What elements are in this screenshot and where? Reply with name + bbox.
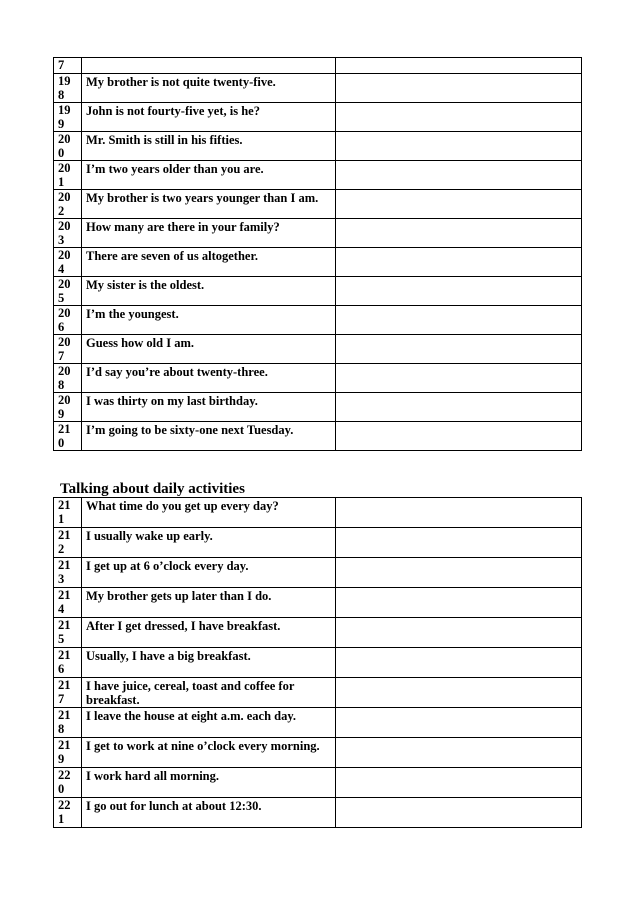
row-number-line1: 20 bbox=[58, 393, 71, 407]
translation-cell[interactable] bbox=[336, 422, 582, 451]
phrase-cell: My brother gets up later than I do. bbox=[82, 588, 336, 618]
phrase-cell: I’m going to be sixty-one next Tuesday. bbox=[82, 422, 336, 451]
row-number-line2: 9 bbox=[58, 407, 65, 421]
row-number-line1: 21 bbox=[58, 738, 71, 752]
table-row bbox=[54, 58, 582, 74]
row-number bbox=[54, 306, 82, 335]
row-number bbox=[54, 277, 82, 306]
table-row bbox=[54, 798, 582, 828]
row-number bbox=[54, 74, 82, 103]
row-number-line1: 21 bbox=[58, 678, 71, 692]
row-number-line2: 9 bbox=[58, 117, 65, 131]
phrase-table-daily-activities bbox=[53, 497, 582, 828]
row-number-line1: 21 bbox=[58, 648, 71, 662]
phrase-cell: I’m the youngest. bbox=[82, 306, 336, 335]
phrase-cell: My brother is two years younger than I am. bbox=[82, 190, 336, 219]
row-number-line2: 9 bbox=[58, 752, 65, 766]
row-number-line1: 21 bbox=[58, 588, 71, 602]
row-number-line2: 0 bbox=[58, 146, 65, 160]
row-number-line2: 2 bbox=[58, 204, 65, 218]
row-number-line2: 6 bbox=[58, 662, 65, 676]
phrase-cell: After I get dressed, I have breakfast. bbox=[82, 618, 336, 648]
row-number-line2: 7 bbox=[58, 692, 65, 706]
table-row bbox=[54, 393, 582, 422]
row-number-line2: 0 bbox=[58, 782, 65, 796]
row-number bbox=[54, 498, 82, 528]
row-number-line2: 8 bbox=[58, 378, 65, 392]
row-number-line1: 21 bbox=[58, 558, 71, 572]
phrase-cell: There are seven of us altogether. bbox=[82, 248, 336, 277]
table-row bbox=[54, 618, 582, 648]
table-row bbox=[54, 132, 582, 161]
translation-cell[interactable] bbox=[336, 738, 582, 768]
table-row bbox=[54, 558, 582, 588]
row-number bbox=[54, 393, 82, 422]
row-number-line1: 21 bbox=[58, 618, 71, 632]
row-number bbox=[54, 708, 82, 738]
row-number-line1: 20 bbox=[58, 190, 71, 204]
row-number bbox=[54, 190, 82, 219]
row-number-line1: 20 bbox=[58, 219, 71, 233]
translation-cell[interactable] bbox=[336, 648, 582, 678]
phrase-cell: Usually, I have a big breakfast. bbox=[82, 648, 336, 678]
translation-cell[interactable] bbox=[336, 588, 582, 618]
row-number-line2: 4 bbox=[58, 262, 65, 276]
translation-cell[interactable] bbox=[336, 132, 582, 161]
row-number-line1: 20 bbox=[58, 161, 71, 175]
row-number bbox=[54, 558, 82, 588]
row-number-line1: 19 bbox=[58, 103, 71, 117]
table-row bbox=[54, 74, 582, 103]
translation-cell[interactable] bbox=[336, 335, 582, 364]
section-heading: Talking about daily activities bbox=[60, 481, 245, 497]
translation-cell[interactable] bbox=[336, 618, 582, 648]
translation-cell[interactable] bbox=[336, 306, 582, 335]
translation-cell[interactable] bbox=[336, 277, 582, 306]
phrase-cell: What time do you get up every day? bbox=[82, 498, 336, 528]
translation-cell[interactable] bbox=[336, 219, 582, 248]
row-number bbox=[54, 103, 82, 132]
phrase-cell: I leave the house at eight a.m. each day. bbox=[82, 708, 336, 738]
row-number-line2: 3 bbox=[58, 572, 65, 586]
row-number-line2: 5 bbox=[58, 291, 65, 305]
row-number-line1: 21 bbox=[58, 498, 71, 512]
row-number bbox=[54, 678, 82, 708]
translation-cell[interactable] bbox=[336, 528, 582, 558]
row-number-line2: 8 bbox=[58, 88, 65, 102]
row-number bbox=[54, 648, 82, 678]
row-number bbox=[54, 219, 82, 248]
table-row bbox=[54, 161, 582, 190]
phrase-cell: I’d say you’re about twenty-three. bbox=[82, 364, 336, 393]
translation-cell[interactable] bbox=[336, 364, 582, 393]
row-number-line1: 20 bbox=[58, 335, 71, 349]
row-number-line2: 7 bbox=[58, 349, 65, 363]
row-number bbox=[54, 528, 82, 558]
row-number-line2: 4 bbox=[58, 602, 65, 616]
table-row bbox=[54, 248, 582, 277]
row-number bbox=[54, 768, 82, 798]
row-number-line1: 21 bbox=[58, 708, 71, 722]
table-row bbox=[54, 335, 582, 364]
translation-cell[interactable] bbox=[336, 768, 582, 798]
row-number-line1: 20 bbox=[58, 306, 71, 320]
phrase-cell: I have juice, cereal, toast and coffee for breakfast. bbox=[82, 678, 336, 708]
translation-cell[interactable] bbox=[336, 798, 582, 828]
translation-cell[interactable] bbox=[336, 103, 582, 132]
translation-cell[interactable] bbox=[336, 248, 582, 277]
row-number-line1: 19 bbox=[58, 74, 71, 88]
table-row bbox=[54, 498, 582, 528]
phrase-table-ages bbox=[53, 57, 582, 451]
row-number bbox=[54, 364, 82, 393]
phrase-cell: I work hard all morning. bbox=[82, 768, 336, 798]
table-row bbox=[54, 528, 582, 558]
table-row bbox=[54, 422, 582, 451]
row-number-line2: 2 bbox=[58, 542, 65, 556]
row-number-line1: 20 bbox=[58, 132, 71, 146]
row-number-line2: 1 bbox=[58, 175, 65, 189]
row-number-line2: 3 bbox=[58, 233, 65, 247]
translation-cell[interactable] bbox=[336, 58, 582, 74]
phrase-cell: John is not fourty-five yet, is he? bbox=[82, 103, 336, 132]
table-row bbox=[54, 678, 582, 708]
row-number-line2: 5 bbox=[58, 632, 65, 646]
phrase-cell: I get to work at nine o’clock every morning. bbox=[82, 738, 336, 768]
row-number-line2: 1 bbox=[58, 812, 65, 826]
table-row bbox=[54, 738, 582, 768]
table-row bbox=[54, 768, 582, 798]
row-number-line1: 21 bbox=[58, 422, 71, 436]
row-number bbox=[54, 738, 82, 768]
row-number-line2: 0 bbox=[58, 436, 65, 450]
phrase-cell: My sister is the oldest. bbox=[82, 277, 336, 306]
phrase-cell: How many are there in your family? bbox=[82, 219, 336, 248]
row-number-line2: 8 bbox=[58, 722, 65, 736]
translation-cell[interactable] bbox=[336, 393, 582, 422]
phrase-cell: I get up at 6 o’clock every day. bbox=[82, 558, 336, 588]
table-row bbox=[54, 364, 582, 393]
row-number-line1: 22 bbox=[58, 798, 71, 812]
table-row bbox=[54, 277, 582, 306]
translation-cell[interactable] bbox=[336, 678, 582, 708]
row-number bbox=[54, 798, 82, 828]
table-row bbox=[54, 648, 582, 678]
table-row bbox=[54, 103, 582, 132]
phrase-cell: Guess how old I am. bbox=[82, 335, 336, 364]
translation-cell[interactable] bbox=[336, 558, 582, 588]
translation-cell[interactable] bbox=[336, 161, 582, 190]
translation-cell[interactable] bbox=[336, 190, 582, 219]
row-number-line1: 7 bbox=[58, 58, 65, 72]
row-number-line1: 20 bbox=[58, 364, 71, 378]
row-number-line1: 21 bbox=[58, 528, 71, 542]
table-row bbox=[54, 219, 582, 248]
phrase-cell: I was thirty on my last birthday. bbox=[82, 393, 336, 422]
phrase-cell: My brother is not quite twenty-five. bbox=[82, 74, 336, 103]
row-number bbox=[54, 618, 82, 648]
phrase-cell bbox=[82, 58, 336, 74]
row-number-line1: 20 bbox=[58, 248, 71, 262]
row-number bbox=[54, 588, 82, 618]
row-number-line2: 6 bbox=[58, 320, 65, 334]
phrase-cell: I go out for lunch at about 12:30. bbox=[82, 798, 336, 828]
table-row bbox=[54, 190, 582, 219]
row-number bbox=[54, 422, 82, 451]
row-number bbox=[54, 132, 82, 161]
table-row bbox=[54, 306, 582, 335]
table-row bbox=[54, 708, 582, 738]
phrase-cell: I usually wake up early. bbox=[82, 528, 336, 558]
row-number bbox=[54, 335, 82, 364]
translation-cell[interactable] bbox=[336, 708, 582, 738]
row-number bbox=[54, 248, 82, 277]
phrase-cell: I’m two years older than you are. bbox=[82, 161, 336, 190]
row-number bbox=[54, 58, 82, 74]
row-number-line1: 22 bbox=[58, 768, 71, 782]
row-number-line1: 20 bbox=[58, 277, 71, 291]
translation-cell[interactable] bbox=[336, 498, 582, 528]
row-number-line2: 1 bbox=[58, 512, 65, 526]
table-row bbox=[54, 588, 582, 618]
row-number bbox=[54, 161, 82, 190]
phrase-cell: Mr. Smith is still in his fifties. bbox=[82, 132, 336, 161]
translation-cell[interactable] bbox=[336, 74, 582, 103]
